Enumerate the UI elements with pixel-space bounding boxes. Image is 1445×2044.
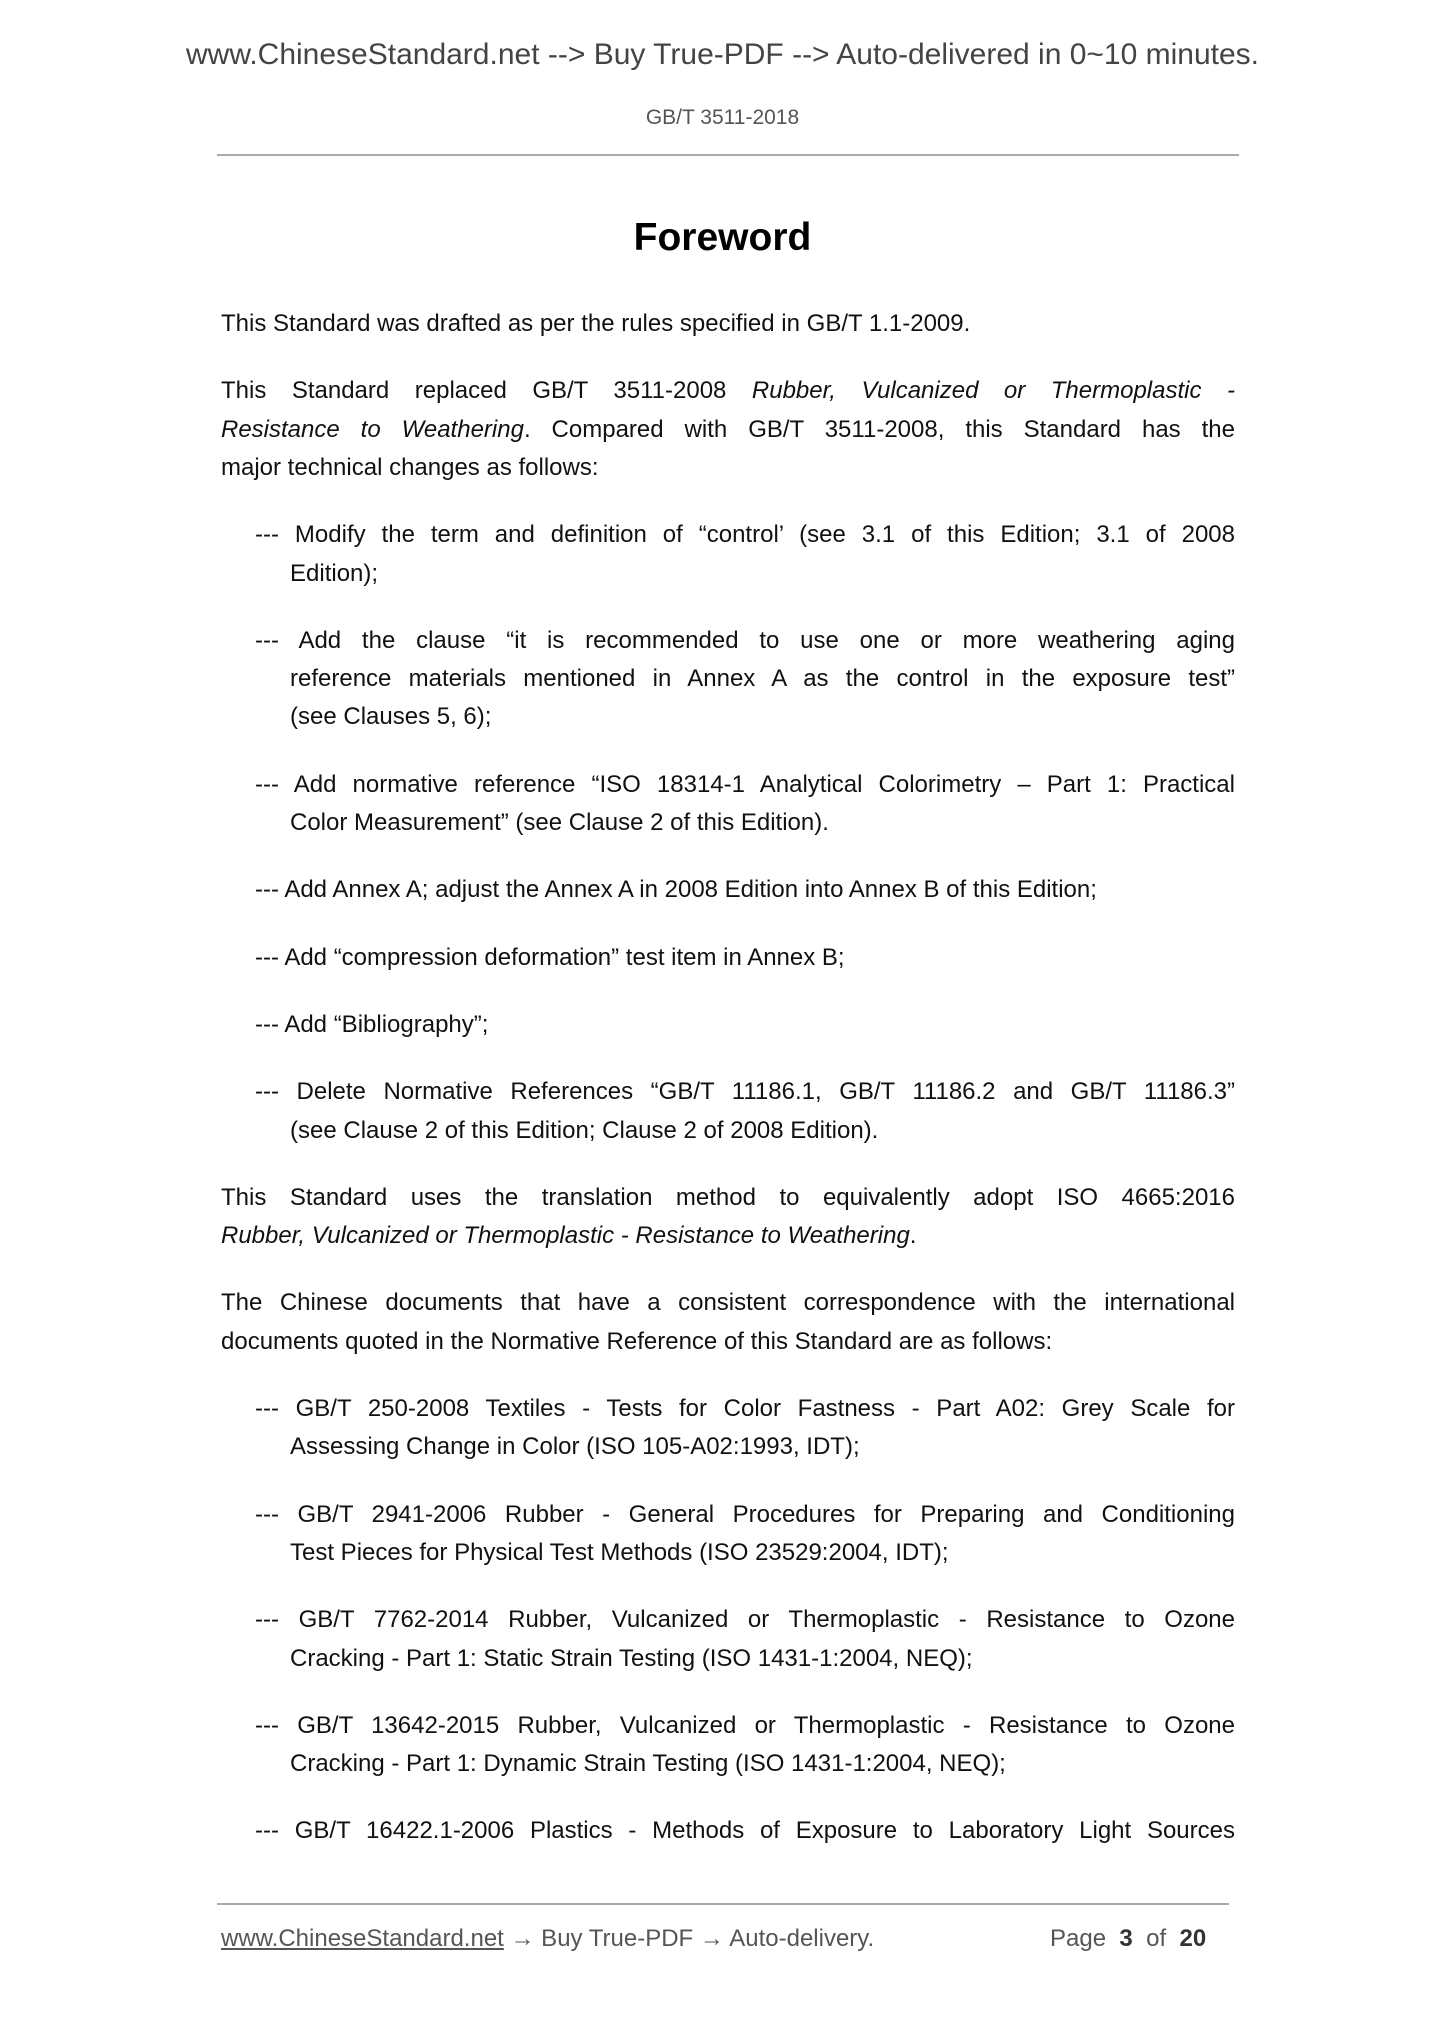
text-line	[290, 808, 1235, 838]
text-segment: --- Add Annex A; adjust the Annex A in 2008 Edition into Annex B of this Edition;	[255, 876, 1097, 904]
text-line	[255, 1394, 1235, 1424]
text-line	[255, 1711, 1235, 1741]
text-line	[290, 1538, 1235, 1568]
text-segment: .	[909, 1222, 917, 1250]
text-line	[221, 1221, 1235, 1251]
page-total: 20	[1179, 1925, 1207, 1952]
text-segment: Color Measurement” (see Clause 2 of this Edition).	[290, 809, 829, 836]
page-title: Foreword	[633, 216, 812, 259]
text-segment: --- Add the clause “it is recommended to use one or more weathering aging	[255, 626, 1235, 654]
text-line	[290, 1116, 1235, 1146]
text-line	[255, 943, 1235, 973]
text-segment: (see Clause 2 of this Edition; Clause 2 of 2008 Edition).	[290, 1116, 879, 1144]
text-segment: --- Add “Bibliography”;	[255, 1010, 489, 1038]
text-segment: Cracking - Part 1: Static Strain Testing (ISO 1431-1:2004, NEQ);	[290, 1644, 973, 1672]
text-segment: This Standard uses the translation method to equivalently adopt ISO 4665:2016	[221, 1183, 1235, 1211]
text-line	[221, 415, 1235, 445]
text-line	[290, 1749, 1235, 1779]
text-line	[255, 1077, 1235, 1107]
text-segment: major technical changes as follows:	[221, 453, 599, 481]
text-line	[255, 770, 1235, 800]
text-line	[290, 559, 1235, 589]
text-segment: The Chinese documents that have a consistent correspondence with the international	[221, 1289, 1235, 1317]
footer-text: → Buy True-PDF → Auto-delivery.	[503, 1925, 875, 1952]
text-segment: --- GB/T 250-2008 Textiles - Tests for Color Fastness - Part A02: Grey Scale for	[255, 1395, 1235, 1422]
text-segment: This Standard was drafted as per the rules specified in GB/T 1.1-2009.	[221, 310, 971, 337]
text-line	[255, 1816, 1235, 1846]
text-segment: Test Pieces for Physical Test Methods (ISO 23529:2004, IDT);	[290, 1538, 949, 1566]
text-line	[221, 376, 1235, 406]
footer-link[interactable]: www.ChineseStandard.net	[221, 1925, 504, 1952]
text-segment: --- GB/T 7762-2014 Rubber, Vulcanized or Thermoplastic - Resistance to Ozone	[255, 1606, 1235, 1634]
text-segment: --- GB/T 13642-2015 Rubber, Vulcanized or Thermoplastic - Resistance to Ozone	[255, 1711, 1235, 1739]
text-line	[255, 626, 1235, 656]
footer-divider	[217, 1903, 1229, 1905]
header-divider	[217, 154, 1239, 156]
text-line	[221, 309, 1235, 339]
document-code: GB/T 3511-2018	[645, 106, 800, 129]
of-word: of	[1146, 1925, 1167, 1952]
text-segment: --- Add “compression deformation” test item in Annex B;	[255, 943, 845, 971]
italic-title: Rubber, Vulcanized or Thermoplastic - Resistance to Weathering	[221, 1222, 910, 1250]
text-line	[221, 1327, 1235, 1357]
text-line	[290, 664, 1235, 694]
page-number: 3	[1119, 1925, 1133, 1952]
text-line	[221, 1183, 1235, 1213]
text-line	[255, 1500, 1235, 1530]
text-line	[255, 1605, 1235, 1635]
text-segment: This Standard replaced GB/T 3511-2008	[221, 377, 752, 405]
text-segment: --- GB/T 2941-2006 Rubber - General Procedures for Preparing and Conditioning	[255, 1500, 1235, 1528]
text-segment: Cracking - Part 1: Dynamic Strain Testing (ISO 1431-1:2004, NEQ);	[290, 1750, 1006, 1778]
text-segment: Edition);	[290, 559, 379, 587]
text-segment: documents quoted in the Normative Reference of this Standard are as follows:	[221, 1327, 1053, 1355]
text-line	[221, 453, 1235, 483]
text-segment: --- Delete Normative References “GB/T 11186.1, GB/T 11186.2 and GB/T 11186.3”	[255, 1078, 1235, 1106]
text-segment: reference materials mentioned in Annex A as the control in the exposure test”	[290, 665, 1235, 693]
text-segment: (see Clauses 5, 6);	[290, 703, 492, 731]
text-line	[255, 520, 1235, 550]
text-line	[290, 1644, 1235, 1674]
text-line	[290, 702, 1235, 732]
text-segment: --- Modify the term and definition of “control’ (see 3.1 of this Edition; 3.1 of 2008	[255, 521, 1235, 549]
header-banner: www.ChineseStandard.net --> Buy True-PDF --> Auto-delivered in 0~10 minutes.	[185, 38, 1260, 71]
italic-title: Resistance to Weathering	[221, 415, 524, 443]
page-indicator	[1050, 1925, 1206, 1953]
text-line	[255, 875, 1235, 905]
text-line	[221, 1288, 1235, 1318]
text-line	[255, 1010, 1235, 1040]
text-segment: . Compared with GB/T 3511-2008, this Standard has the	[523, 415, 1235, 443]
page-word: Page	[1050, 1925, 1107, 1952]
italic-title: Rubber, Vulcanized or Thermoplastic -	[751, 377, 1235, 405]
text-line	[290, 1432, 1235, 1462]
text-segment: --- GB/T 16422.1-2006 Plastics - Methods of Exposure to Laboratory Light Sources	[255, 1817, 1235, 1845]
text-segment: --- Add normative reference “ISO 18314-1 Analytical Colorimetry – Part 1: Practical	[255, 770, 1235, 798]
text-segment: Assessing Change in Color (ISO 105-A02:1993, IDT);	[290, 1433, 860, 1461]
footer-left	[221, 1925, 874, 1953]
